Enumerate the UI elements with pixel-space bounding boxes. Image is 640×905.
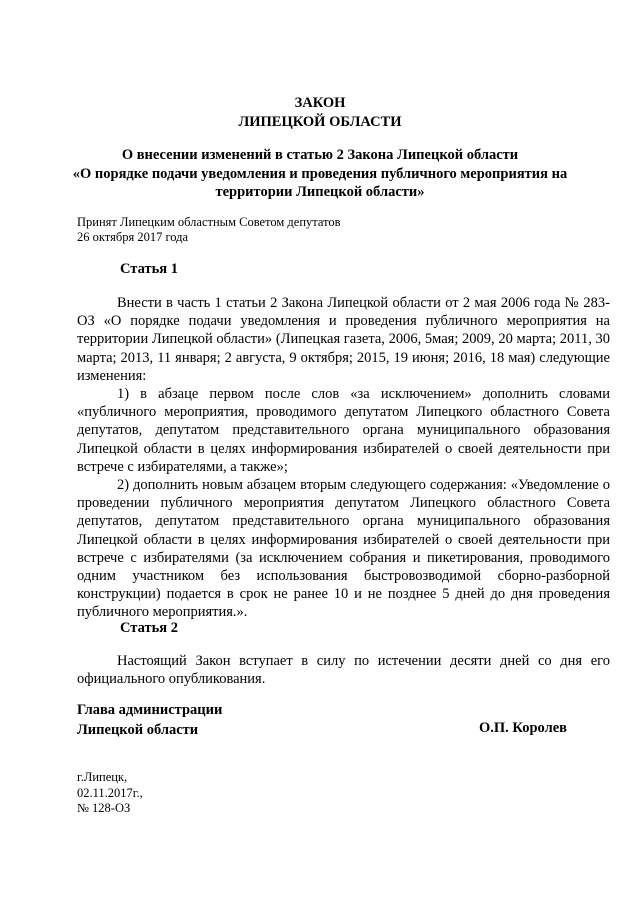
footer-date: 02.11.2017г., xyxy=(77,785,143,800)
article-1-body xyxy=(77,294,610,622)
signatory-position xyxy=(77,700,222,740)
signatory-position-line-2: Липецкой области xyxy=(77,722,199,738)
subtitle-line-3: территории Липецкой области» xyxy=(215,184,425,200)
subtitle-line-2: «О порядке подачи уведомления и проведения публичного мероприятия на xyxy=(72,165,568,182)
article-2-text: Настоящий Закон вступает в силу по истечении десяти дней со дня его официального опубликования. xyxy=(77,653,610,688)
adoption-line-1: Принят Липецким областным Советом депутатов xyxy=(77,215,341,229)
signatory-name: О.П. Королев xyxy=(479,720,567,736)
article-2-heading: Статья 2 xyxy=(120,620,178,636)
law-subtitle xyxy=(60,146,580,202)
signatory-position-line-1: Глава администрации xyxy=(77,702,223,718)
article-1-item-1: 1) в абзаце первом после слов «за исключением» дополнить словами «публичного мероприятия, проводимого депутатом Липецкого областного Совета депутатов, депутатом представительного органа муниципального образования Липецкой области в целях информирования избирателей о своей деятельности при встрече с избирателями, а также»; xyxy=(77,386,610,475)
subtitle-line-1: О внесении изменений в статью 2 Закона Липецкой области xyxy=(121,147,519,163)
title-line-2: ЛИПЕЦКОЙ ОБЛАСТИ xyxy=(238,114,402,130)
adoption-info xyxy=(77,215,341,245)
footer-city: г.Липецк, xyxy=(77,770,128,784)
adoption-date: 26 октября 2017 года xyxy=(77,230,189,244)
article-1-heading: Статья 1 xyxy=(120,261,178,277)
title-line-1: ЗАКОН xyxy=(294,95,346,111)
article-2-body xyxy=(77,652,610,688)
footer-number: № 128-ОЗ xyxy=(77,801,131,815)
article-1-intro: Внести в часть 1 статьи 2 Закона Липецкой области от 2 мая 2006 года № 283-ОЗ «О порядке подачи уведомления и проведения публичного мероприятия на территории Липецкой области» (Липецкая газета, 2006, 5мая; 2009, 20 марта; 2011, 30 марта; 2013, 11 января; 2 августа, 9 октября; 2015, 19 июня; 2016, 18 мая) следующие изменения: xyxy=(77,295,610,384)
document-footer xyxy=(77,770,143,817)
article-1-item-2: 2) дополнить новым абзацем вторым следующего содержания: «Уведомление о проведении публичного мероприятия депутатом Липецкого областного Совета депутатов, депутатом представительного органа муниципального образования Липецкой области в целях информирования избирателей о своей деятельности при встрече с избирателями (за исключением собрания и пикетирования, проводимого одним участником без использования быстровозводимой сборно-разборной конструкции) подается в срок не ранее 10 и не позднее 5 дней до дня проведения публичного мероприятия.». xyxy=(77,477,610,621)
law-title xyxy=(0,94,640,132)
